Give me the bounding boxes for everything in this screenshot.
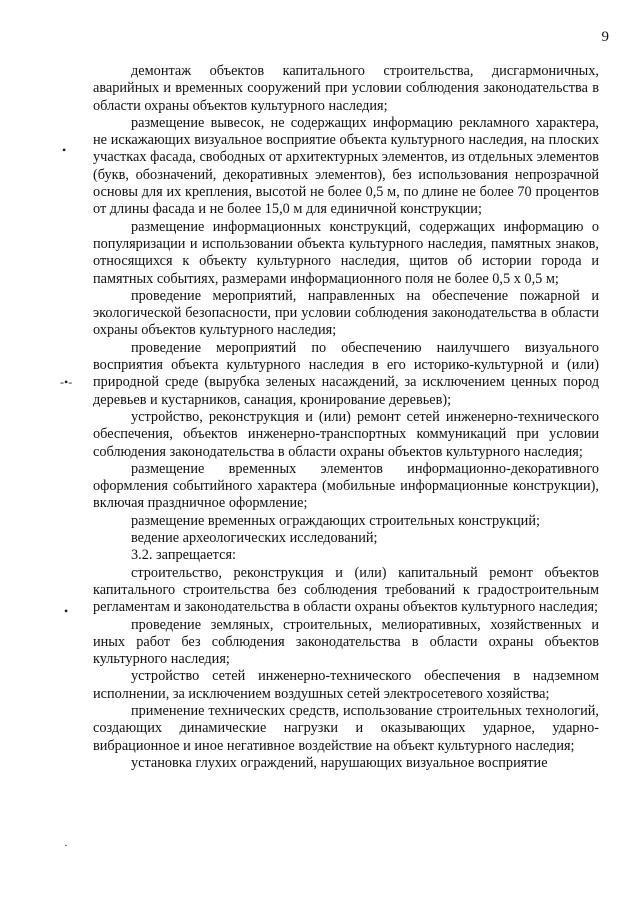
paragraph: устройство сетей инженерно-технического обеспечения в надземном исполнении, за исключением воздушных сетей электросетевого хозяйства; xyxy=(93,668,599,702)
paragraph: установка глухих ограждений, нарушающих визуальное восприятие xyxy=(131,754,548,771)
page-number: 9 xyxy=(601,29,609,45)
paragraph: применение технических средств, использование строительных технологий, создающих динамические нагрузки и оказывающих ударное, ударно-вибрационное и иное негативное воздействие на объект культурного наследия; xyxy=(93,702,599,754)
paragraph: размещение временных элементов информационно-декоративного оформления событийного характера (мобильные информационные конструкции), включая праздничное оформление; xyxy=(93,460,599,512)
margin-dot-mark: • xyxy=(64,604,69,618)
paragraph: строительство, реконструкция и (или) капитальный ремонт объектов капитального строительства без соблюдения требований к градостроительным регламентам и законодательства в области охраны объектов культурного наследия; xyxy=(93,564,599,616)
paragraph: проведение мероприятий по обеспечению наилучшего визуального восприятия объекта культурного наследия в его историко-культурной и (или) природной среде (вырубка зеленых насаждений, за исключением ценных пород деревьев и кустарников, санация, кронирование деревьев); xyxy=(93,339,599,408)
paragraph: размещение вывесок, не содержащих информацию рекламного характера, не искажающих визуальное восприятие объекта культурного наследия, на плоских участках фасада, свободных от архитектурных элементов, из отдельных элементов (букв, обозначений, декоративных элементов), без использования непрозрачной основы для их крепления, высотой не более 0,5 м, по длине не более 70 процентов от длины фасада и не более 15,0 м для единичной конструкции; xyxy=(93,114,599,218)
margin-dot-mark: · xyxy=(64,838,68,852)
margin-dot-mark: • xyxy=(62,143,67,157)
section-heading: 3.2. запрещается: xyxy=(131,547,236,564)
paragraph: ведение археологических исследований; xyxy=(131,530,378,547)
margin-dash-mark: -•- xyxy=(60,375,73,389)
paragraph: размещение информационных конструкций, содержащих информацию о популяризации и использовании объекта культурного наследия, памятных знаков, относящихся к объекту культурного наследия, щитов об истории города и памятных событиях, размерами информационного поля не более 0,5 х 0,5 м; xyxy=(93,218,599,287)
paragraph: проведение земляных, строительных, мелиоративных, хозяйственных и иных работ без соблюдения законодательства в области охраны объектов культурного наследия; xyxy=(93,616,599,668)
paragraph: демонтаж объектов капитального строительства, дисгармоничных, аварийных и временных сооружений при условии соблюдения законодательства в области охраны объектов культурного наследия; xyxy=(93,63,599,114)
paragraph: размещение временных ограждающих строительных конструкций; xyxy=(131,512,540,529)
paragraph: проведение мероприятий, направленных на обеспечение пожарной и экологической безопасности, при условии соблюдения законодательства в области охраны объектов культурного наследия; xyxy=(93,287,599,339)
document-body xyxy=(93,63,599,772)
paragraph: устройство, реконструкция и (или) ремонт сетей инженерно-технического обеспечения, объектов инженерно-транспортных коммуникаций при условии соблюдения законодательства в области охраны объектов культурного наследия; xyxy=(93,408,599,460)
